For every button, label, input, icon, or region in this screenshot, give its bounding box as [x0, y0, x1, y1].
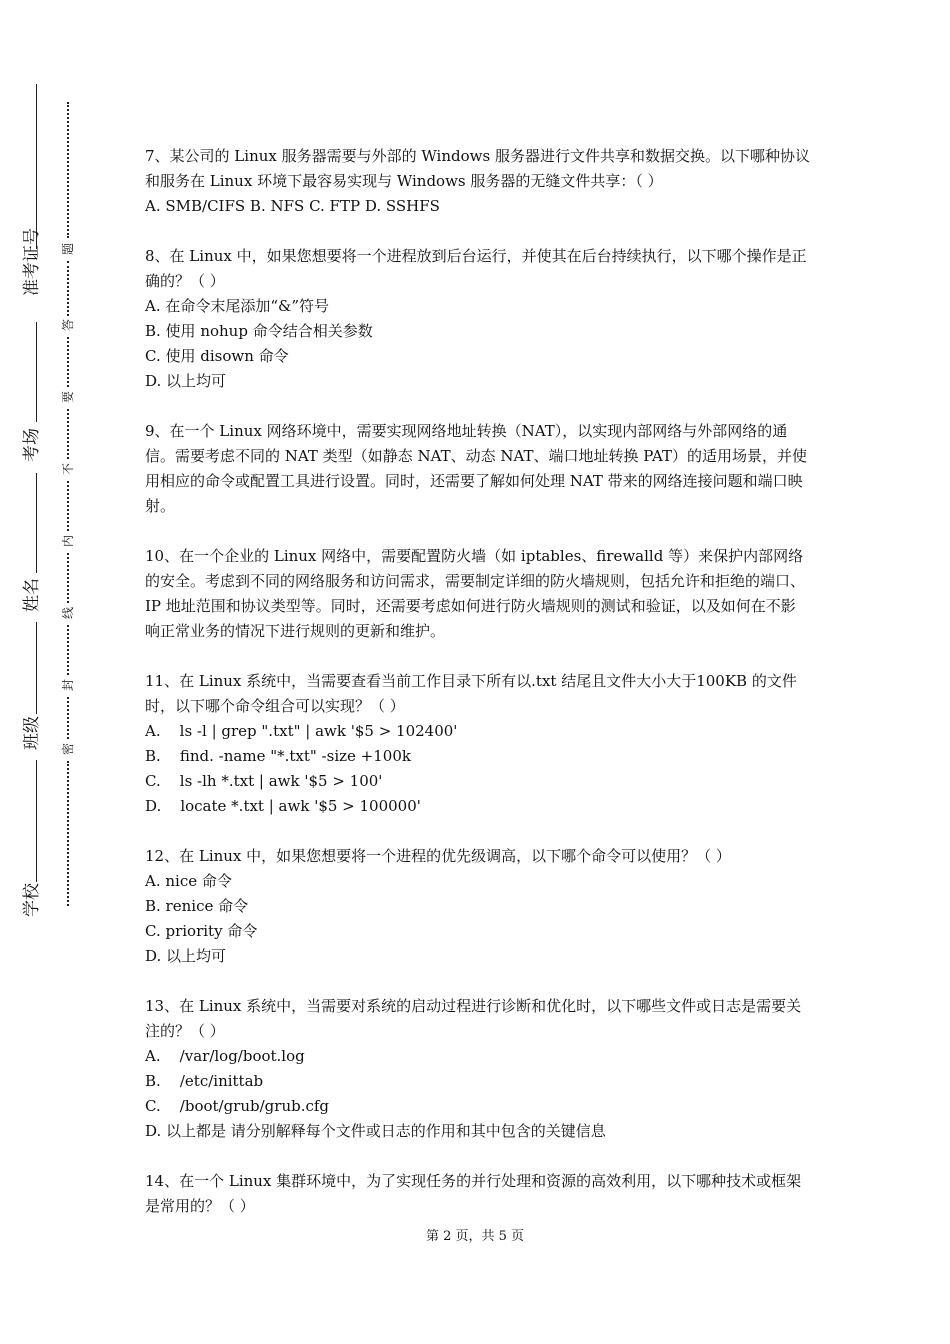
seal-dotted-line — [67, 409, 69, 459]
question-stem: 10、在一个企业的 Linux 网络中，需要配置防火墙（如 iptables、firewalld 等）来保护内部网络的安全。考虑到不同的网络服务和访问需求，需要制定详细的防火墙规则，包括允许和拒绝的端口、IP 地址范围和协议类型等。同时，还需要考虑如何进行防火墙规则的测试和验证，以及如何在不影响正常业务的情况下进行规则的更新和维护。 — [145, 547, 806, 640]
seal-char: 封 — [61, 679, 75, 692]
question-14 — [145, 1169, 810, 1219]
seal-char: 答 — [61, 319, 75, 332]
question-stem: 11、在 Linux 系统中，当需要查看当前工作目录下所有以.txt 结尾且文件大小大于100KB 的文件时，以下哪个命令组合可以实现？（ ） — [145, 672, 797, 715]
question-stem: 7、某公司的 Linux 服务器需要与外部的 Windows 服务器进行文件共享和数据交换。以下哪种协议和服务在 Linux 环境下最容易实现与 Windows 服务器的无缝文件共享：（ ） — [145, 147, 810, 190]
seal-dotted-line — [67, 553, 69, 603]
question-10 — [145, 544, 810, 644]
binding-underline — [36, 322, 37, 422]
question-list — [145, 144, 810, 1244]
seal-char: 不 — [61, 463, 75, 476]
seal-dotted-line — [67, 337, 69, 387]
seal-dotted-line — [67, 261, 69, 316]
question-option: B. find. -name "*.txt" -size +100k — [145, 747, 411, 765]
label-class: 班级 — [22, 716, 42, 750]
question-option: C. /boot/grub/grub.cfg — [145, 1097, 330, 1115]
question-option: C. ls -lh *.txt | awk '$5 > 100' — [145, 772, 383, 790]
seal-char: 题 — [61, 243, 75, 256]
question-option: D. locate *.txt | awk '$5 > 100000' — [145, 797, 421, 815]
question-option: A. SMB/CIFS B. NFS C. FTP D. SSHFS — [145, 197, 440, 215]
seal-char: 密 — [61, 743, 75, 756]
binding-underline — [36, 473, 37, 573]
binding-underline — [36, 84, 37, 249]
question-option: A. nice 命令 — [145, 872, 232, 890]
seal-dotted-line — [67, 102, 69, 238]
label-exam-room: 考场 — [22, 428, 42, 462]
seal-dotted-line — [67, 481, 69, 531]
question-option: B. /etc/inittab — [145, 1072, 264, 1090]
question-option: D. 以上均可 — [145, 372, 227, 390]
question-option: B. renice 命令 — [145, 897, 249, 915]
label-name: 姓名 — [22, 578, 42, 612]
seal-dotted-line — [67, 697, 69, 739]
binding-underline — [36, 622, 37, 714]
question-7 — [145, 144, 810, 219]
question-option: C. 使用 disown 命令 — [145, 347, 289, 365]
question-stem: 14、在一个 Linux 集群环境中，为了实现任务的并行处理和资源的高效利用，以下哪种技术或框架是常用的？（ ） — [145, 1172, 802, 1215]
question-13 — [145, 994, 810, 1144]
binding-underline — [36, 760, 37, 882]
question-stem: 8、在 Linux 中，如果您想要将一个进程放到后台运行，并使其在后台持续执行，以下哪个操作是正确的？（ ） — [145, 247, 807, 290]
question-11 — [145, 669, 810, 819]
question-9 — [145, 419, 810, 519]
question-option: A. ls -l | grep ".txt" | awk '$5 > 102400' — [145, 722, 458, 740]
label-exam-number: 准考证号 — [22, 228, 42, 296]
label-school: 学校 — [22, 883, 42, 917]
question-stem: 13、在 Linux 系统中，当需要对系统的启动过程进行诊断和优化时，以下哪些文件或日志是需要关注的？（ ） — [145, 997, 802, 1040]
seal-char: 要 — [61, 391, 75, 404]
question-option: A. /var/log/boot.log — [145, 1047, 305, 1065]
question-option: A. 在命令末尾添加“&”符号 — [145, 297, 330, 315]
question-12 — [145, 844, 810, 969]
seal-char: 内 — [61, 535, 75, 548]
question-option: D. 以上都是 请分别解释每个文件或日志的作用和其中包含的关键信息 — [145, 1122, 606, 1140]
question-option: B. 使用 nohup 命令结合相关参数 — [145, 322, 373, 340]
seal-dotted-line — [67, 625, 69, 675]
seal-char: 线 — [61, 607, 75, 620]
question-option: C. priority 命令 — [145, 922, 258, 940]
page-number: 第 2 页，共 5 页 — [425, 1229, 525, 1244]
question-stem: 12、在 Linux 中，如果您想要将一个进程的优先级调高，以下哪个命令可以使用？（ ） — [145, 847, 731, 865]
question-8 — [145, 244, 810, 394]
seal-dotted-line — [67, 761, 69, 906]
question-option: D. 以上均可 — [145, 947, 227, 965]
question-stem: 9、在一个 Linux 网络环境中，需要实现网络地址转换（NAT），以实现内部网络与外部网络的通信。需要考虑不同的 NAT 类型（如静态 NAT、动态 NAT、端口地址转换 PAT）的适用场景，并使用相应的命令或配置工具进行设置。同时，还需要了解如何处理 NAT 带来的网络连接问题和端口映射。 — [145, 422, 808, 515]
